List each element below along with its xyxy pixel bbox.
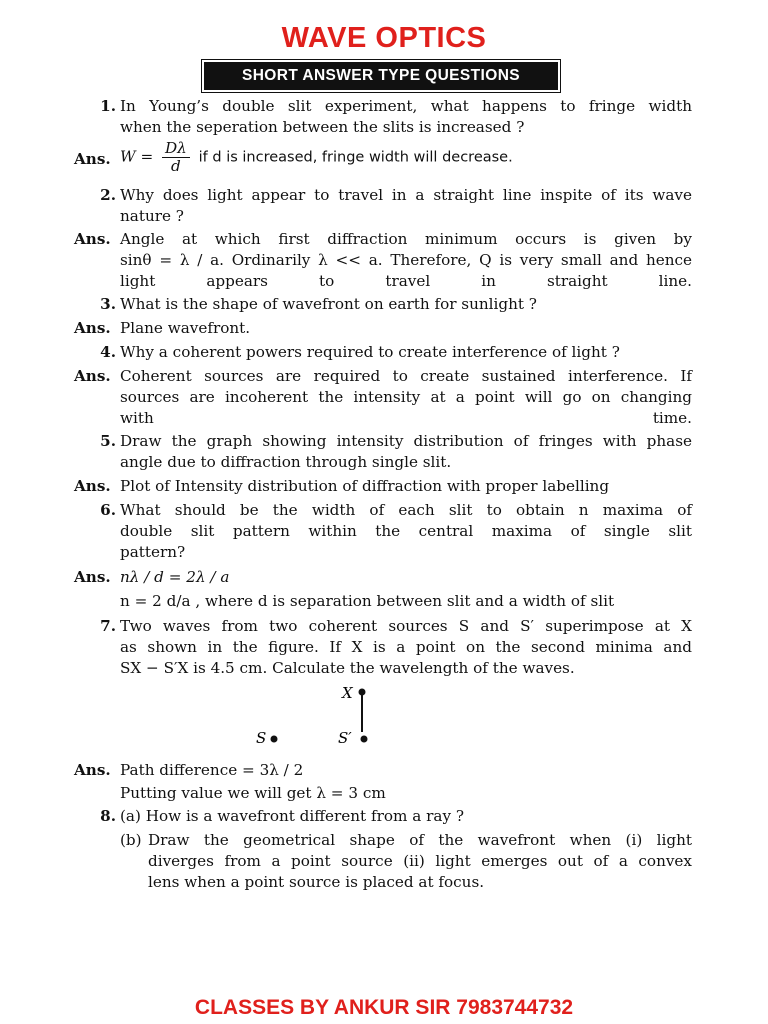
answer-label: Ans. [74,230,111,248]
question-line: What is the shape of wavefront on earth for sunlight ? [120,295,537,313]
question-line: diverges from a point source (ii) light emerges out of a convex [148,852,692,870]
question-line: Draw the graph showing intensity distribution of fringes with phase [120,432,692,450]
question-line: Why does light appear to travel in a straight line inspite of its wave [120,186,692,204]
question-line: Why a coherent powers required to create interference of light ? [120,343,620,361]
question-number: 8. [100,807,116,825]
answer-label: Ans. [74,367,111,385]
sub-question-label: (b) [120,831,142,849]
section-banner: SHORT ANSWER TYPE QUESTIONS [204,62,558,90]
question-line: when the seperation between the slits is increased ? [120,118,525,136]
question-number: 4. [100,343,116,361]
answer-line: n = 2 d/a , where d is separation between slit and a width of slit [120,592,615,610]
fraction-denominator: d [171,157,181,175]
answer-label: Ans. [74,319,111,337]
answer-text: Plane wavefront. [120,319,251,337]
question-number: 7. [100,617,116,635]
answer-line: with time. [120,409,692,427]
source-s-prime [361,736,368,743]
point-x-label: X [342,684,353,702]
source-s [271,736,278,743]
question-line: (a) How is a wavefront different from a ray ? [120,807,464,825]
source-s-label: S [256,729,267,747]
answer-line: Coherent sources are required to create sustained interference. If [120,367,692,385]
answer-text: if d is increased, fringe width will decrease. [198,149,513,166]
answer-line: Angle at which first diffraction minimum occurs is given by [120,230,692,248]
question-number: 1. [100,97,116,115]
question-line: Draw the geometrical shape of the wavefront when (i) light [148,831,692,849]
formula-fraction [162,140,190,175]
question-line: Two waves from two coherent sources S and S′ superimpose at X [120,617,692,635]
question-line: What should be the width of each slit to obtain n maxima of [120,501,692,519]
question-line: lens when a point source is placed at focus. [148,873,485,891]
question-line: nature ? [120,207,184,225]
formula-w: W = [120,147,154,166]
question-number: 6. [100,501,116,519]
question-number: 2. [100,186,116,204]
question-number: 3. [100,295,116,313]
answer-text: Plot of Intensity distribution of diffraction with proper labelling [120,477,610,495]
answer-line: light appears to travel in straight line. [120,272,692,290]
answer-line: sinθ = λ / a. Ordinarily λ << a. Therefore, Q is very small and hence [120,251,692,269]
coherent-sources-figure [250,684,390,756]
question-line: angle due to diffraction through single slit. [120,453,452,471]
answer-label: Ans. [74,150,111,168]
question-line: pattern? [120,543,186,561]
answer-label: Ans. [74,761,111,779]
answer-line: Putting value we will get λ = 3 cm [120,784,386,802]
answer-line: sources are incoherent the intensity at a point will go on changing [120,388,692,406]
fraction-numerator: Dλ [162,140,190,158]
question-line: double slit pattern within the central maxima of single slit [120,522,692,540]
source-s-prime-label: S′ [338,729,352,747]
answer-line: Path difference = 3λ / 2 [120,761,304,779]
page-title: WAVE OPTICS [281,22,487,54]
question-line: as shown in the figure. If X is a point on the second minima and [120,638,692,656]
answer-line: nλ / d = 2λ / a [120,568,230,586]
answer-label: Ans. [74,477,111,495]
question-line: In Young’s double slit experiment, what happens to fringe width [120,97,692,115]
question-line: SX − S′X is 4.5 cm. Calculate the wavelength of the waves. [120,659,575,677]
footer-credit: CLASSES BY ANKUR SIR 7983744732 [194,996,574,1019]
question-number: 5. [100,432,116,450]
answer-label: Ans. [74,568,111,586]
